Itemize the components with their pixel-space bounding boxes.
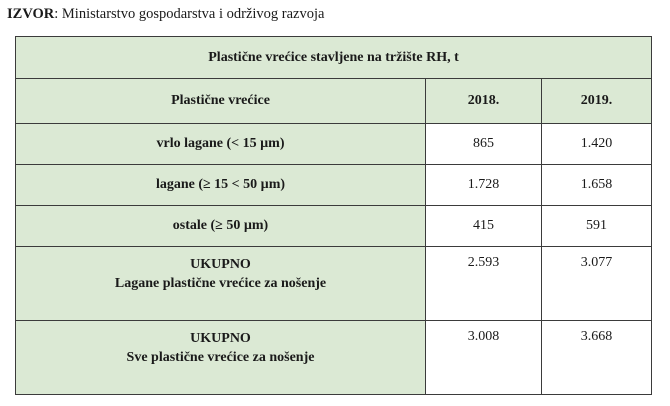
value-2018: 2.593	[426, 247, 542, 321]
total-row	[16, 321, 652, 395]
header-year-2019: 2019.	[542, 79, 652, 124]
total-description: Lagane plastične vrećice za nošenje	[114, 276, 327, 291]
total-heading: UKUPNO	[190, 331, 251, 346]
value-2018: 3.008	[426, 321, 542, 395]
table-title: Plastične vrećice stavljene na tržište RH, t	[16, 37, 652, 79]
value-2018: 1.728	[426, 165, 542, 206]
header-year-2018: 2018.	[426, 79, 542, 124]
header-category: Plastične vrećice	[16, 79, 426, 124]
source-label: IZVOR	[7, 6, 55, 22]
table-row	[16, 206, 652, 247]
total-label	[16, 321, 426, 395]
table-row	[16, 165, 652, 206]
total-label	[16, 247, 426, 321]
value-2019: 3.668	[542, 321, 652, 395]
total-row	[16, 247, 652, 321]
value-2019: 591	[542, 206, 652, 247]
value-2019: 3.077	[542, 247, 652, 321]
row-label: vrlo lagane (< 15 µm)	[16, 124, 426, 165]
table-row	[16, 124, 652, 165]
source-line	[7, 6, 324, 23]
total-heading: UKUPNO	[190, 257, 251, 272]
value-2018: 415	[426, 206, 542, 247]
value-2019: 1.658	[542, 165, 652, 206]
source-text: : Ministarstvo gospodarstva i održivog razvoja	[54, 6, 325, 22]
plastic-bags-table	[15, 36, 652, 395]
value-2018: 865	[426, 124, 542, 165]
value-2019: 1.420	[542, 124, 652, 165]
row-label: ostale (≥ 50 µm)	[16, 206, 426, 247]
total-description: Sve plastične vrećice za nošenje	[126, 350, 315, 365]
row-label: lagane (≥ 15 < 50 µm)	[16, 165, 426, 206]
